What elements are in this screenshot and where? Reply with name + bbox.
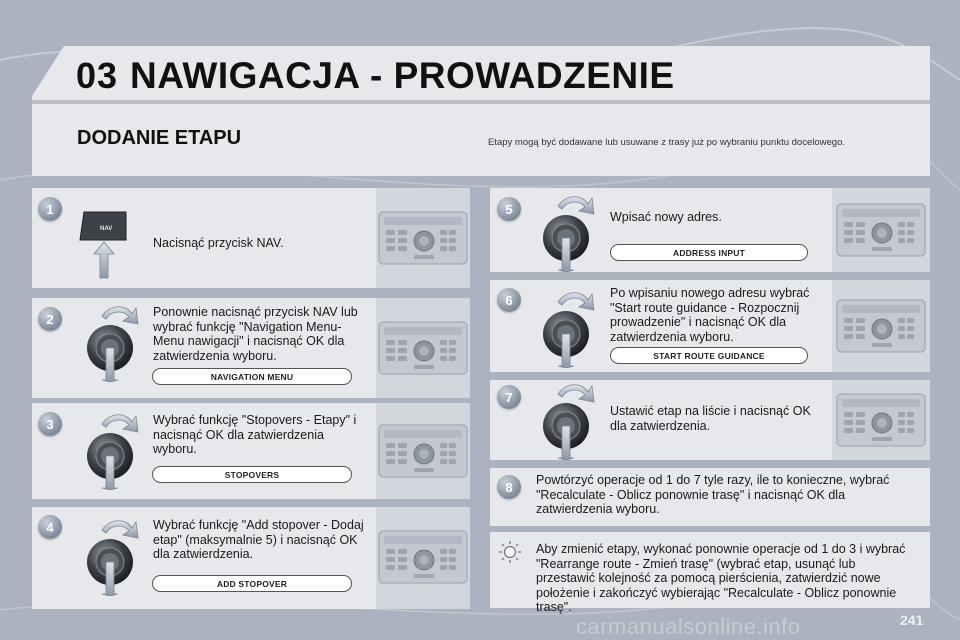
step-6-badge: 6 — [497, 288, 521, 312]
step-8-badge: 8 — [497, 475, 521, 499]
rotary-knob-icon — [536, 192, 602, 272]
menu-pill-stopovers: STOPOVERS — [152, 466, 352, 483]
radio-unit-icon — [836, 296, 926, 356]
rotary-knob-icon — [80, 516, 146, 596]
step-1-text: Nacisnąć przycisk NAV. — [153, 236, 284, 250]
chapter-number: 03 — [76, 55, 119, 96]
radio-unit-icon — [378, 318, 468, 378]
radio-panel — [832, 280, 930, 372]
step-8-text: Powtórzyć operacje od 1 do 7 tyle razy, ile to konieczne, wybrać "Recalculate - Oblicz ponownie trasę" i nacisnąć OK dla zatwierdzenia wyboru. — [536, 473, 890, 516]
step-2-text: Ponownie nacisnąć przycisk NAV lub wybrać funkcję "Navigation Menu-Menu nawigacji" i nacisnąć OK dla zatwierdzenia wyboru. — [153, 305, 358, 363]
tip-text: Aby zmienić etapy, wykonać ponownie operacje od 1 do 3 i wybrać "Rearrange route - Zmień trasę" (wybrać etap, usunąć lub przestawić kolejność za pomocą pierścienia, zatwierdzić nowe położenie i zakończyć wybierając "Recalculate - Oblicz ponownie trasę". — [536, 542, 906, 614]
radio-unit-icon — [378, 208, 468, 268]
nav-button-label: NAV — [100, 226, 113, 232]
radio-unit-icon — [378, 527, 468, 587]
radio-unit-icon — [836, 390, 926, 450]
section-title: DODANIE ETAPU — [77, 127, 242, 149]
nav-button-icon — [76, 208, 142, 280]
step-5-text: Wpisać nowy adres. — [610, 210, 722, 224]
page-number: 241 — [900, 612, 924, 628]
step-4-badge: 4 — [38, 515, 62, 539]
radio-panel — [832, 380, 930, 460]
page-title: NAWIGACJA - PROWADZENIE — [130, 55, 675, 96]
radio-panel — [376, 188, 470, 288]
rotary-knob-icon — [536, 288, 602, 368]
step-4-text: Wybrać funkcję "Add stopover - Dodaj etap" (maksymalnie 5) i nacisnąć OK dla zatwierdzenia. — [153, 518, 364, 561]
radio-panel — [376, 298, 470, 398]
radio-unit-icon — [836, 200, 926, 260]
step-3-badge: 3 — [38, 412, 62, 436]
step-2-badge: 2 — [38, 307, 62, 331]
menu-pill-start-route-guidance: START ROUTE GUIDANCE — [610, 347, 808, 364]
menu-pill-address-input: ADDRESS INPUT — [610, 244, 808, 261]
menu-pill-navigation-menu: NAVIGATION MENU — [152, 368, 352, 385]
radio-panel — [376, 403, 470, 499]
step-7-badge: 7 — [497, 385, 521, 409]
menu-pill-add-stopover: ADD STOPOVER — [152, 575, 352, 592]
rotary-knob-icon — [80, 410, 146, 490]
radio-unit-icon — [378, 421, 468, 481]
rotary-knob-icon — [536, 380, 602, 460]
radio-panel — [832, 188, 930, 272]
rotary-knob-icon — [80, 302, 146, 382]
step-3-text: Wybrać funkcję "Stopovers - Etapy" i nacisnąć OK dla zatwierdzenia wyboru. — [153, 413, 357, 456]
radio-panel — [376, 507, 470, 609]
lightbulb-icon — [498, 540, 522, 564]
step-7-text: Ustawić etap na liście i nacisnąć OK dla zatwierdzenia. — [610, 404, 811, 433]
step-1-badge: 1 — [38, 197, 62, 221]
step-5-badge: 5 — [497, 197, 521, 221]
step-6-text: Po wpisaniu nowego adresu wybrać "Start route guidance - Rozpocznij prowadzenie" i nacisnąć OK dla zatwierdzenia wyboru. — [610, 286, 810, 344]
header-divider — [32, 100, 930, 104]
intro-text: Etapy mogą być dodawane lub usuwane z trasy już po wybraniu punktu docelowego. — [488, 137, 845, 148]
watermark: carmanualsonline.info — [576, 614, 801, 639]
